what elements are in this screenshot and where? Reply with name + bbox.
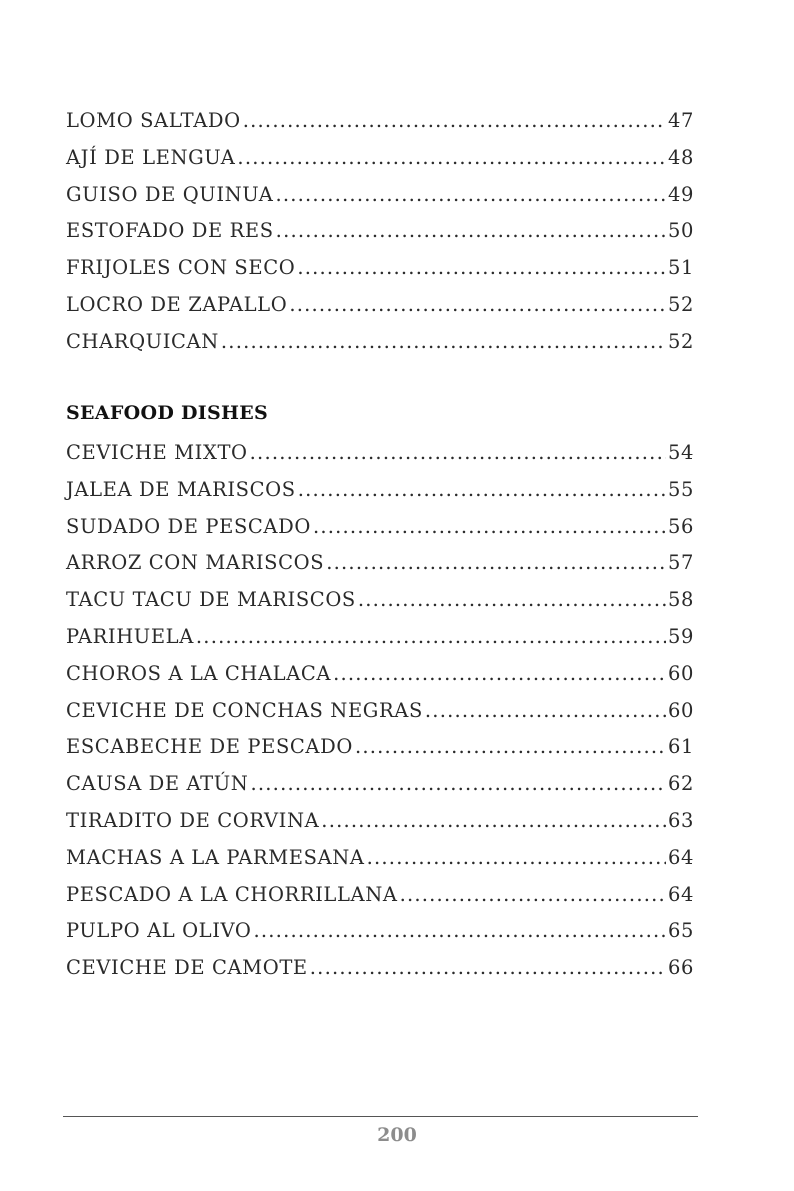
section-heading: SEAFOOD DISHES <box>66 402 269 424</box>
toc-leader-dots <box>358 582 666 619</box>
toc-entry-page: 64 <box>667 882 694 906</box>
toc-entry-title: FRIJOLES CON SECO <box>66 256 296 280</box>
toc-entry-page: 60 <box>667 698 694 722</box>
toc-leader-dots <box>333 656 666 693</box>
toc-leader-dots <box>310 950 666 987</box>
toc-entry-title: ESTOFADO DE RES <box>66 219 274 243</box>
toc-entry-page: 52 <box>667 329 694 353</box>
toc-entry <box>66 287 694 324</box>
toc-entry <box>66 913 694 950</box>
toc-entry-page: 49 <box>667 182 694 206</box>
toc-entry-page: 64 <box>667 845 694 869</box>
toc-leader-dots <box>237 140 666 177</box>
toc-leader-dots <box>289 287 666 324</box>
toc-entry <box>66 545 694 582</box>
toc-entry <box>66 103 694 140</box>
toc-entry <box>66 140 694 177</box>
toc-entry-page: 50 <box>667 219 694 243</box>
toc-entry-page: 59 <box>667 624 694 648</box>
toc-entry-title: MACHAS A LA PARMESANA <box>66 845 365 869</box>
toc-entry <box>66 213 694 250</box>
toc-entry-page: 54 <box>667 441 694 464</box>
toc-entry <box>66 656 694 693</box>
page-number: 200 <box>377 1124 417 1146</box>
toc-entry-title: PESCADO A LA CHORRILLANA <box>66 882 398 906</box>
toc-entry-title: CAUSA DE ATÚN <box>66 772 249 796</box>
toc-entry-title: CEVICHE DE CONCHAS NEGRAS <box>66 698 423 722</box>
toc-entry-page: 62 <box>667 772 694 796</box>
toc-entry-title: ESCABECHE DE PESCADO <box>66 735 353 759</box>
toc-entry-title: LOCRO DE ZAPALLO <box>66 292 288 316</box>
toc-leader-dots <box>297 250 666 287</box>
toc-entry-title: LOMO SALTADO <box>66 109 241 132</box>
toc-leader-dots <box>196 619 666 656</box>
toc-entry-title: SUDADO DE PESCADO <box>66 514 311 538</box>
toc-leader-dots <box>367 840 666 877</box>
toc-leader-dots <box>276 213 666 250</box>
toc-entry <box>66 950 694 987</box>
toc-entry-title: TACU TACU DE MARISCOS <box>66 588 356 612</box>
toc-entry-title: JALEA DE MARISCOS <box>66 477 296 501</box>
toc-entry-page: 51 <box>667 256 694 280</box>
toc-entry <box>66 840 694 877</box>
toc-leader-dots <box>250 766 666 803</box>
toc-entry-title: TIRADITO DE CORVINA <box>66 808 320 832</box>
toc-entry <box>66 435 694 472</box>
toc-leader-dots <box>321 803 666 840</box>
toc-entry-title: AJÍ DE LENGUA <box>66 145 236 169</box>
toc-entry <box>66 582 694 619</box>
toc-entry-title: GUISO DE QUINUA <box>66 182 274 206</box>
toc-entry <box>66 619 694 656</box>
toc-entry <box>66 324 694 361</box>
toc-leader-dots <box>298 472 666 509</box>
toc-leader-dots <box>425 693 666 730</box>
toc-leader-dots <box>355 729 666 766</box>
toc-leader-dots <box>275 177 666 214</box>
toc-leader-dots <box>243 103 666 140</box>
toc-entry-page: 47 <box>667 109 694 132</box>
footer-divider <box>63 1116 698 1117</box>
toc-entry-title: ARROZ CON MARISCOS <box>66 551 325 575</box>
toc-entry <box>66 250 694 287</box>
toc-entry <box>66 177 694 214</box>
toc-leader-dots <box>221 324 666 361</box>
toc-entry-title: CEVICHE MIXTO <box>66 441 248 464</box>
toc-entry-page: 63 <box>667 808 694 832</box>
toc-entry-title: CEVICHE DE CAMOTE <box>66 956 308 980</box>
toc-entry-page: 61 <box>667 735 694 759</box>
toc-entry <box>66 472 694 509</box>
toc-list-main-dishes <box>66 103 694 361</box>
toc-entry <box>66 803 694 840</box>
toc-leader-dots <box>326 545 666 582</box>
toc-entry <box>66 509 694 546</box>
toc-entry-title: CHOROS A LA CHALACA <box>66 661 332 685</box>
toc-entry <box>66 877 694 914</box>
toc-entry-title: CHARQUICAN <box>66 329 219 353</box>
toc-entry <box>66 729 694 766</box>
toc-leader-dots <box>253 913 666 950</box>
toc-entry-page: 58 <box>667 588 694 612</box>
toc-list-seafood-dishes <box>66 435 694 987</box>
toc-entry-title: PARIHUELA <box>66 624 194 648</box>
toc-entry-page: 52 <box>667 292 694 316</box>
toc-entry <box>66 693 694 730</box>
toc-entry-page: 60 <box>667 661 694 685</box>
toc-entry-page: 65 <box>667 919 694 943</box>
toc-leader-dots <box>250 435 666 472</box>
toc-entry <box>66 766 694 803</box>
toc-entry-page: 56 <box>667 514 694 538</box>
toc-entry-page: 66 <box>667 956 694 980</box>
toc-entry-page: 55 <box>667 477 694 501</box>
toc-entry-title: PULPO AL OLIVO <box>66 919 252 943</box>
toc-leader-dots <box>400 877 666 914</box>
toc-entry-page: 57 <box>667 551 694 575</box>
toc-leader-dots <box>313 509 666 546</box>
toc-entry-page: 48 <box>667 145 694 169</box>
